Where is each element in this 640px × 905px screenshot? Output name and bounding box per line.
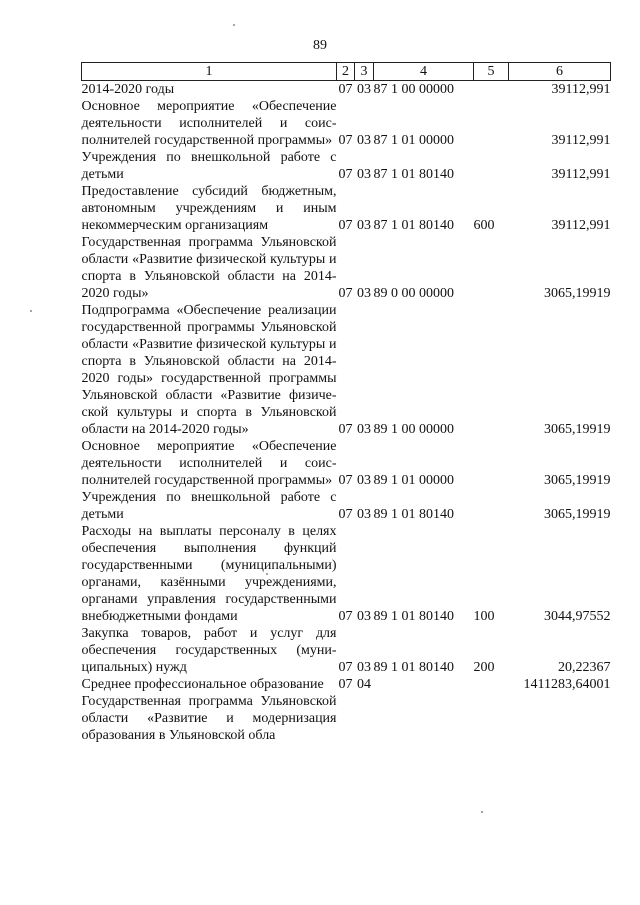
row-amount xyxy=(509,693,611,744)
row-section-code: 07 xyxy=(338,473,353,488)
row-target-article-code: 89 1 01 80140 xyxy=(373,507,454,522)
row-section-code: 07 xyxy=(338,167,353,182)
row-amount: 20,22367 xyxy=(558,660,611,675)
row-target-article-code: 89 1 01 80140 xyxy=(373,609,454,624)
row-amount: 39112,991 xyxy=(551,82,611,97)
row-description: Подпрограмма «Обеспечение реализации государственной программы Ульяновской области «Развитие физической культуры и спорта в Ульяновской области на 2014-2020 годы» государственной программы Ульяновской области «Развитие физической культуры и спорта в Ульяновской области на 2014-2020 годы» xyxy=(81,303,337,437)
row-target-article-code xyxy=(374,693,474,744)
row-description: Закупка товаров, работ и услуг для обеспечения государственных (муниципальных) нужд xyxy=(81,626,337,675)
scan-speck xyxy=(266,573,268,575)
row-target-article-code xyxy=(374,676,474,693)
row-subsection-code: 03 xyxy=(357,218,371,233)
row-subsection-code: 03 xyxy=(357,473,371,488)
row-section-code: 07 xyxy=(338,82,353,97)
table-row xyxy=(82,149,611,183)
row-expense-type-code: 100 xyxy=(473,609,495,624)
row-amount: 39112,991 xyxy=(551,133,611,148)
row-description: Основное мероприятие «Обеспечение деятельности исполнителей и соисполнителей государственной программы» xyxy=(81,99,337,148)
table-header-row xyxy=(82,63,611,81)
row-subsection-code: 03 xyxy=(357,286,371,301)
row-section-code: 07 xyxy=(338,677,353,692)
row-target-article-code: 89 1 01 00000 xyxy=(373,473,454,488)
row-expense-type-code: 200 xyxy=(473,660,495,675)
header-cell-3: 3 xyxy=(355,63,374,81)
row-subsection-code: 03 xyxy=(357,82,371,97)
row-target-article-code: 89 0 00 00000 xyxy=(373,286,454,301)
row-section-code: 07 xyxy=(338,422,353,437)
scan-speck xyxy=(30,310,32,312)
header-cell-4: 4 xyxy=(374,63,474,81)
row-expense-type-code xyxy=(474,693,509,744)
row-description: Учреждения по внешкольной работе с детьми xyxy=(81,150,337,182)
table-row xyxy=(82,81,611,99)
row-expense-type-code xyxy=(474,438,509,489)
row-expense-type-code xyxy=(474,676,509,693)
row-target-article-code: 87 1 01 00000 xyxy=(373,133,454,148)
row-target-article-code: 89 1 00 00000 xyxy=(373,422,454,437)
table-row xyxy=(82,676,611,693)
header-cell-2: 2 xyxy=(337,63,355,81)
table-row xyxy=(82,625,611,676)
table-row xyxy=(82,693,611,744)
table-row xyxy=(82,98,611,149)
row-amount: 1411283,64001 xyxy=(523,677,611,692)
header-cell-6: 6 xyxy=(509,63,611,81)
row-target-article-code: 87 1 01 80140 xyxy=(373,167,454,182)
row-section-code xyxy=(337,693,355,744)
row-description: 2014-2020 годы xyxy=(81,82,175,97)
row-amount: 3065,19919 xyxy=(544,507,611,522)
row-description: Государственная программа Ульяновской области «Развитие и модернизация образования в Ульяновской обла xyxy=(81,694,337,743)
table-row xyxy=(82,523,611,625)
row-amount: 3065,19919 xyxy=(544,422,611,437)
row-section-code: 07 xyxy=(338,609,353,624)
row-subsection-code: 03 xyxy=(357,507,371,522)
row-expense-type-code xyxy=(474,302,509,438)
row-target-article-code: 87 1 00 00000 xyxy=(373,82,454,97)
row-description: Среднее профессиональное образование xyxy=(81,677,324,692)
row-expense-type-code xyxy=(474,81,509,99)
row-expense-type-code xyxy=(474,149,509,183)
row-section-code: 07 xyxy=(338,286,353,301)
row-subsection-code: 04 xyxy=(357,677,371,692)
row-subsection-code: 03 xyxy=(357,660,371,675)
row-subsection-code xyxy=(355,693,374,744)
row-amount: 3065,19919 xyxy=(544,286,611,301)
table-row xyxy=(82,234,611,302)
row-section-code: 07 xyxy=(338,218,353,233)
row-target-article-code: 89 1 01 80140 xyxy=(373,660,454,675)
row-subsection-code: 03 xyxy=(357,167,371,182)
row-description: Расходы на выплаты персоналу в целях обеспечения выполнения функций государственными (муниципальными) органами, казёнными учреждениями, органами управления государственными внебюджетными фондами xyxy=(81,524,337,624)
header-cell-5: 5 xyxy=(474,63,509,81)
row-subsection-code: 03 xyxy=(357,133,371,148)
row-target-article-code: 87 1 01 80140 xyxy=(373,218,454,233)
row-expense-type-code xyxy=(474,98,509,149)
row-amount: 39112,991 xyxy=(551,218,611,233)
row-amount: 39112,991 xyxy=(551,167,611,182)
page-number: 89 xyxy=(313,38,327,53)
row-description: Основное мероприятие «Обеспечение деятельности исполнителей и соисполнителей государственной программы» xyxy=(81,439,337,488)
table-row xyxy=(82,302,611,438)
row-expense-type-code xyxy=(474,489,509,523)
table-row xyxy=(82,183,611,234)
row-section-code: 07 xyxy=(338,507,353,522)
table-row xyxy=(82,489,611,523)
row-section-code: 07 xyxy=(338,133,353,148)
row-amount: 3044,97552 xyxy=(544,609,611,624)
header-cell-1: 1 xyxy=(82,63,337,81)
budget-table xyxy=(81,62,611,744)
row-expense-type-code xyxy=(474,234,509,302)
row-amount: 3065,19919 xyxy=(544,473,611,488)
row-description: Учреждения по внешкольной работе с детьми xyxy=(81,490,337,522)
row-subsection-code: 03 xyxy=(357,422,371,437)
row-subsection-code: 03 xyxy=(357,609,371,624)
scan-speck xyxy=(233,24,235,26)
table-row xyxy=(82,438,611,489)
scan-speck xyxy=(481,811,483,813)
row-description: Предоставление субсидий бюджетным, автономным учреждениям и иным некоммерческим организациям xyxy=(81,184,337,233)
table-body xyxy=(82,81,611,745)
row-expense-type-code: 600 xyxy=(473,218,495,233)
row-description: Государственная программа Ульяновской области «Развитие физической культуры и спорта в Ульяновской области на 2014-2020 годы» xyxy=(81,235,337,301)
row-section-code: 07 xyxy=(338,660,353,675)
